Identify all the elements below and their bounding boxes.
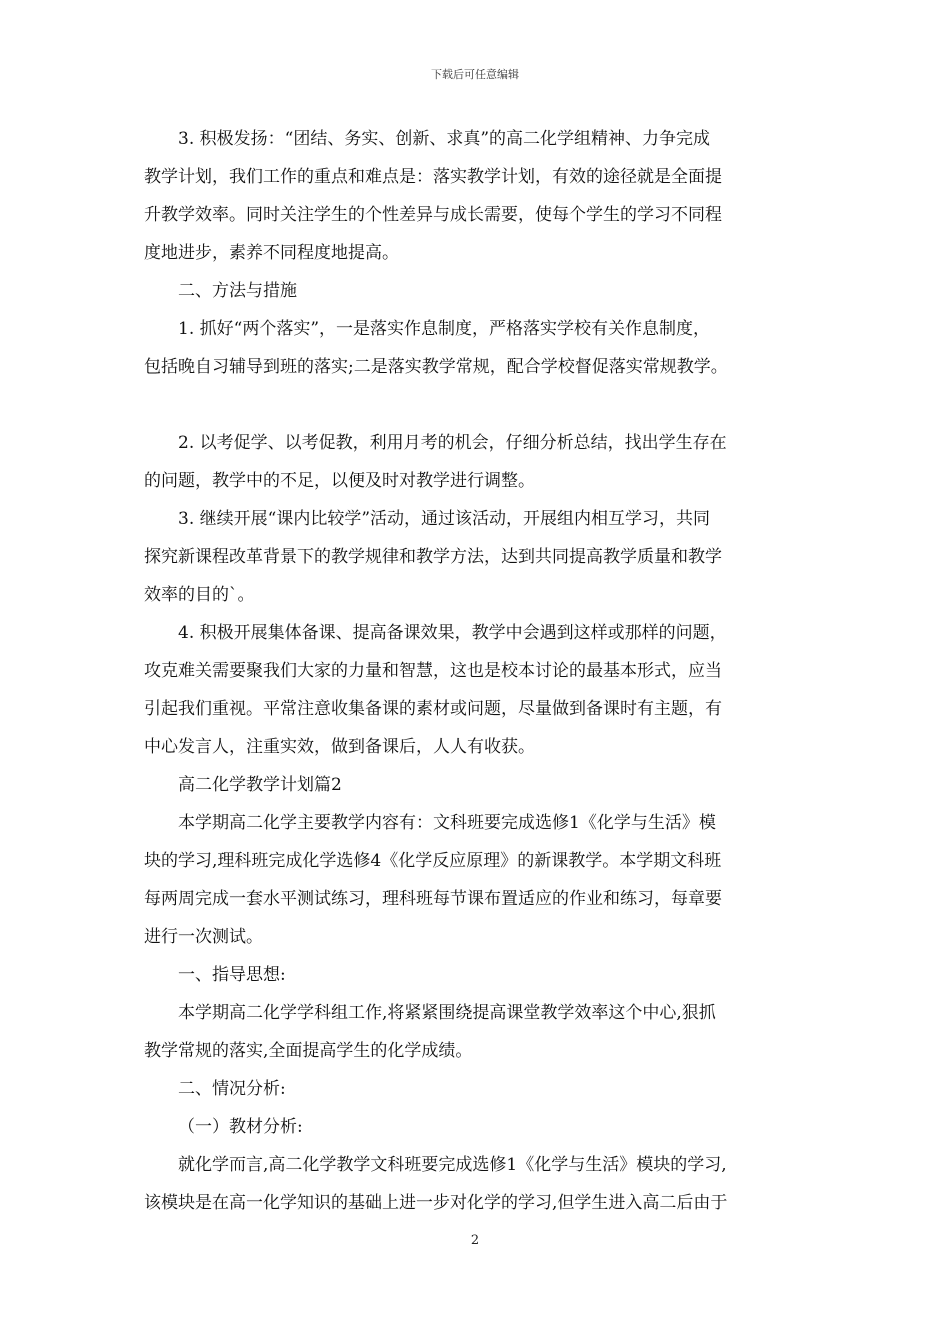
subsection-heading: （一）教材分析:	[178, 1117, 303, 1137]
paragraph-line: 1. 抓好“两个落实”，一是落实作息制度，严格落实学校有关作息制度，	[178, 319, 711, 339]
paragraph-line: 就化学而言,高二化学教学文科班要完成选修1《化学与生活》模块的学习,	[178, 1155, 727, 1175]
blank-line	[144, 386, 810, 424]
document-body	[144, 120, 810, 1222]
paragraph-line: 块的学习,理科班完成化学选修4《化学反应原理》的新课教学。本学期文科班	[144, 851, 722, 871]
paragraph-line: 进行一次测试。	[144, 927, 263, 947]
paragraph-line: 每两周完成一套水平测试练习，理科班每节课布置适应的作业和练习，每章要	[144, 889, 722, 909]
paragraph-line: 攻克难关需要聚我们大家的力量和智慧，这也是校本讨论的最基本形式，应当	[144, 661, 722, 681]
section-title: 高二化学教学计划篇2	[178, 775, 342, 795]
paragraph-line: 中心发言人，注重实效，做到备课后，人人有收获。	[144, 737, 535, 757]
page-number: 2	[470, 1233, 480, 1248]
paragraph-line: 教学常规的落实,全面提高学生的化学成绩。	[144, 1041, 473, 1061]
paragraph-line: 3. 继续开展“课内比较学”活动，通过该活动，开展组内相互学习，共同	[178, 509, 711, 529]
section-heading: 二、方法与措施	[178, 281, 297, 301]
section-heading: 一、指导思想:	[178, 965, 286, 985]
paragraph-line: 本学期高二化学学科组工作,将紧紧围绕提高课堂教学效率这个中心,狠抓	[178, 1003, 716, 1023]
section-heading: 二、情况分析:	[178, 1079, 286, 1099]
paragraph-line: 升教学效率。同时关注学生的个性差异与成长需要，使每个学生的学习不同程	[144, 205, 722, 225]
paragraph-line: 效率的目的`。	[144, 585, 255, 605]
paragraph-line: 探究新课程改革背景下的教学规律和教学方法，达到共同提高教学质量和教学	[144, 547, 722, 567]
paragraph-line: 度地进步，素养不同程度地提高。	[144, 243, 399, 263]
page-header-note: 下载后可任意编辑	[431, 68, 519, 81]
paragraph-line: 2. 以考促学、以考促教，利用月考的机会，仔细分析总结，找出学生存在	[178, 433, 727, 453]
paragraph-line: 4. 积极开展集体备课、提高备课效果，教学中会遇到这样或那样的问题，	[178, 623, 727, 643]
paragraph-line: 包括晚自习辅导到班的落实;二是落实教学常规，配合学校督促落实常规教学。	[144, 357, 728, 377]
paragraph-line: 教学计划，我们工作的重点和难点是：落实教学计划，有效的途径就是全面提	[144, 167, 722, 187]
paragraph-line: 的问题，教学中的不足，以便及时对教学进行调整。	[144, 471, 535, 491]
paragraph-line: 引起我们重视。平常注意收集备课的素材或问题，尽量做到备课时有主题，有	[144, 699, 722, 719]
paragraph-line: 3. 积极发扬：“团结、务实、创新、求真”的高二化学组精神、力争完成	[178, 129, 711, 149]
paragraph-line: 本学期高二化学主要教学内容有：文科班要完成选修1《化学与生活》模	[178, 813, 716, 833]
paragraph-line: 该模块是在高一化学知识的基础上进一步对化学的学习,但学生进入高二后由于	[144, 1193, 728, 1213]
